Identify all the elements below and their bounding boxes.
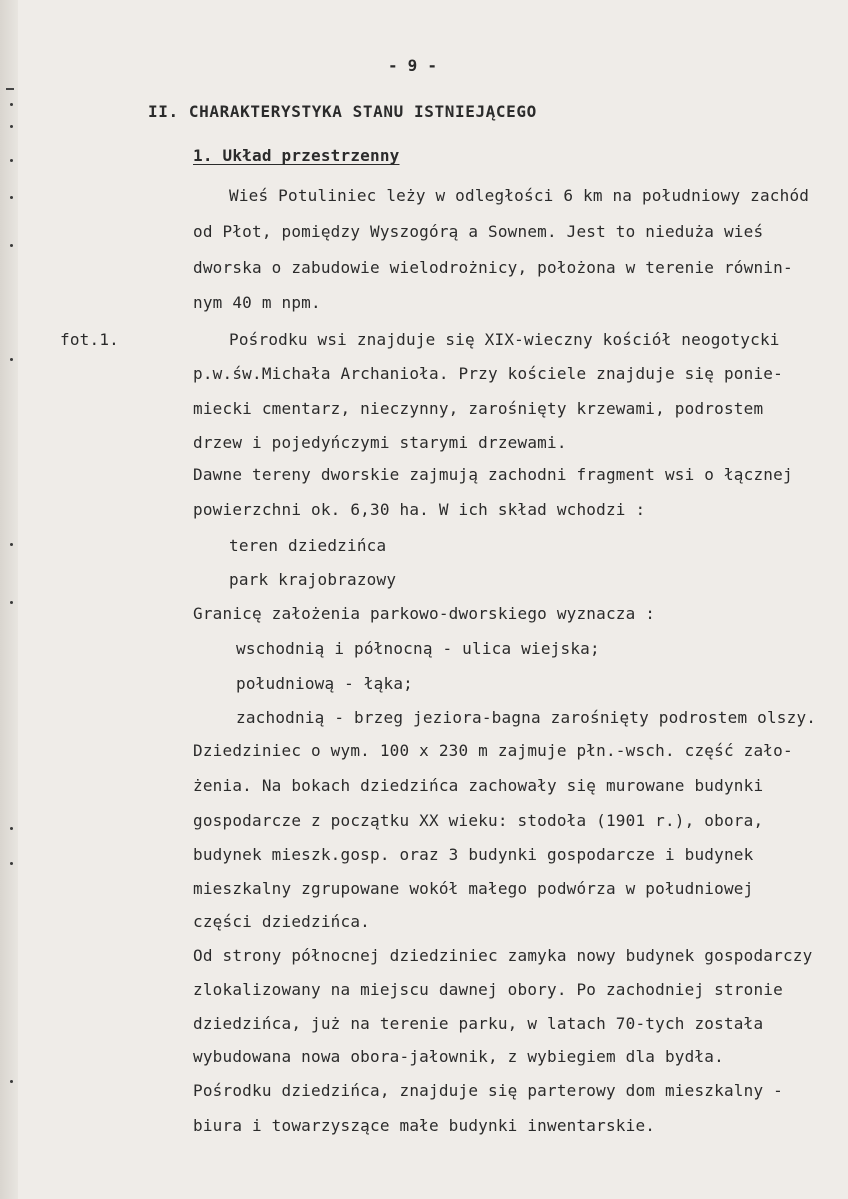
text-line: mieszkalny zgrupowane wokół małego podwórza w południowej <box>193 879 754 898</box>
subsection-heading: 1. Układ przestrzenny <box>193 146 400 165</box>
punch-mark <box>10 159 13 162</box>
text-line: wschodnią i północną - ulica wiejska; <box>236 639 600 658</box>
text-line: teren dziedzińca <box>229 536 387 555</box>
punch-mark <box>10 827 13 830</box>
text-line: powierzchni ok. 6,30 ha. W ich skład wchodzi : <box>193 500 646 519</box>
text-line: południową - łąka; <box>236 674 413 693</box>
punch-mark <box>10 125 13 128</box>
punch-mark <box>10 543 13 546</box>
text-line: p.w.św.Michała Archanioła. Przy kościele znajduje się ponie- <box>193 364 783 383</box>
text-line: Dziedziniec o wym. 100 x 230 m zajmuje płn.-wsch. część zało- <box>193 741 793 760</box>
punch-mark <box>10 196 13 199</box>
margin-note: fot.1. <box>60 330 119 349</box>
text-line: zachodnią - brzeg jeziora-bagna zarośnięty podrostem olszy. <box>236 708 817 727</box>
punch-mark <box>10 103 13 106</box>
text-line: Dawne tereny dworskie zajmują zachodni fragment wsi o łącznej <box>193 465 793 484</box>
text-line: Wieś Potuliniec leży w odległości 6 km na południowy zachód <box>229 186 810 205</box>
text-line: miecki cmentarz, nieczynny, zarośnięty krzewami, podrostem <box>193 399 764 418</box>
text-line: dziedzińca, już na terenie parku, w latach 70-tych została <box>193 1014 764 1033</box>
text-line: biura i towarzyszące małe budynki inwentarskie. <box>193 1116 656 1135</box>
punch-mark <box>10 1080 13 1083</box>
text-line: żenia. Na bokach dziedzińca zachowały się murowane budynki <box>193 776 764 795</box>
text-line: gospodarcze z początku XX wieku: stodoła (1901 r.), obora, <box>193 811 764 830</box>
punch-mark <box>10 244 13 247</box>
text-line: wybudowana nowa obora-jałownik, z wybiegiem dla bydła. <box>193 1047 724 1066</box>
text-line: zlokalizowany na miejscu dawnej obory. Po zachodniej stronie <box>193 980 783 999</box>
page-number: - 9 - <box>388 56 438 75</box>
text-line: Od strony północnej dziedziniec zamyka nowy budynek gospodarczy <box>193 946 813 965</box>
text-line: od Płot, pomiędzy Wyszogórą a Sownem. Jest to nieduża wieś <box>193 222 764 241</box>
punch-mark <box>6 88 14 90</box>
text-line: budynek mieszk.gosp. oraz 3 budynki gospodarcze i budynek <box>193 845 754 864</box>
text-line: Pośrodku wsi znajduje się XIX-wieczny kościół neogotycki <box>229 330 780 349</box>
text-line: Pośrodku dziedzińca, znajduje się parterowy dom mieszkalny - <box>193 1081 783 1100</box>
punch-mark <box>10 358 13 361</box>
section-heading: II. CHARAKTERYSTYKA STANU ISTNIEJĄCEGO <box>148 102 537 121</box>
text-line: części dziedzińca. <box>193 912 370 931</box>
text-line: park krajobrazowy <box>229 570 397 589</box>
punch-mark <box>10 862 13 865</box>
text-line: Granicę założenia parkowo-dworskiego wyznacza : <box>193 604 656 623</box>
text-line: nym 40 m npm. <box>193 293 321 312</box>
text-line: dworska o zabudowie wielodrożnicy, położona w terenie równin- <box>193 258 793 277</box>
binding-edge <box>0 0 18 1199</box>
punch-mark <box>10 601 13 604</box>
text-line: drzew i pojedyńczymi starymi drzewami. <box>193 433 567 452</box>
